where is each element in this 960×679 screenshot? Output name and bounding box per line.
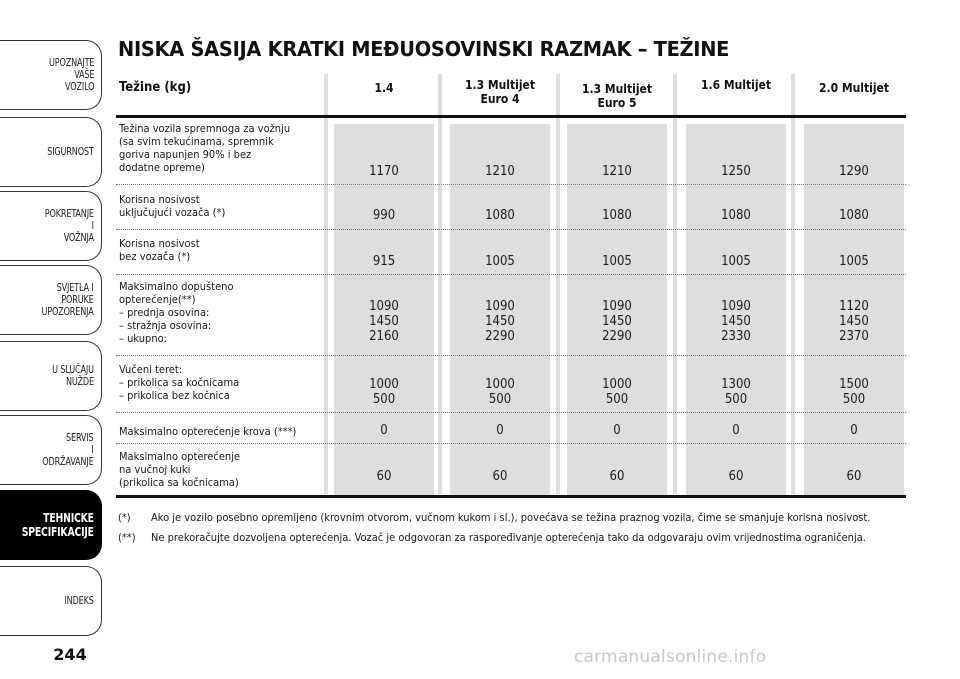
cell-value: 60 bbox=[609, 469, 625, 484]
footnote bbox=[118, 510, 910, 525]
cell-value: 0 bbox=[496, 423, 504, 438]
footnote-marker: (*) bbox=[118, 511, 131, 524]
row-label-towbar-load: Maksimalno opterećenje na vučnoj kuki (prikolica sa kočnicama) bbox=[119, 450, 241, 489]
column-header-5: 2.0 Multijet bbox=[818, 81, 890, 95]
cell-value: 0 bbox=[732, 423, 740, 438]
footnote-text: Ne prekoračujte dozvoljena opterećenja. Vozač je odgovoran za raspoređivanje opterećenja tako da odgovaraju ovim vrijednostima ograničenja. bbox=[151, 531, 866, 544]
cell-value: 1210 bbox=[485, 164, 515, 179]
cell-value: 1170 bbox=[369, 164, 399, 179]
page-number: 244 bbox=[53, 645, 87, 664]
cell-value: 1080 bbox=[485, 208, 515, 223]
tab-upoznajte-vase-vozilo[interactable]: UPOZNAJTE VAŠE VOZILO bbox=[0, 40, 102, 110]
cell-value: 1090 1450 2290 bbox=[485, 299, 515, 344]
tab-indeks[interactable]: INDEKS bbox=[0, 566, 102, 636]
column-separator bbox=[556, 74, 560, 494]
cell-value: 1500 500 bbox=[839, 377, 869, 407]
chapter-sidebar bbox=[0, 0, 104, 679]
footnote bbox=[118, 530, 910, 545]
cell-value: 0 bbox=[380, 423, 388, 438]
table-bottom-rule bbox=[116, 495, 906, 498]
cell-value: 1120 1450 2370 bbox=[839, 299, 869, 344]
row-divider bbox=[116, 355, 906, 356]
column-header-4: 1.6 Multijet bbox=[700, 78, 772, 92]
cell-value: 1090 1450 2160 bbox=[369, 299, 399, 344]
cell-value: 1210 bbox=[602, 164, 632, 179]
cell-value: 915 bbox=[372, 254, 396, 269]
row-label-payload-with-driver: Korisna nosivost uključujući vozača (*) bbox=[119, 193, 226, 219]
tab-u-slucaju-nuzde[interactable]: U SLUČAJU NUŽDE bbox=[0, 341, 102, 411]
tab-servis-i-odrzavanje[interactable]: SERVIS I ODRŽAVANJE bbox=[0, 415, 102, 485]
row-divider bbox=[116, 443, 906, 444]
row-label-roof-load: Maksimalno opterećenje krova (***) bbox=[119, 425, 297, 438]
column-header-2: 1.3 Multijet Euro 4 bbox=[464, 78, 536, 106]
cell-value: 1000 500 bbox=[485, 377, 515, 407]
watermark: carmanualsonline.info bbox=[574, 647, 767, 667]
page-title: NISKA ŠASIJA KRATKI MEĐUOSOVINSKI RAZMAK – TEŽINE bbox=[118, 37, 730, 61]
cell-value: 1080 bbox=[839, 208, 869, 223]
cell-value: 1080 bbox=[602, 208, 632, 223]
column-separator bbox=[791, 74, 795, 494]
cell-value: 1005 bbox=[721, 254, 751, 269]
tab-tehnicke-specifikacije[interactable]: TEHNICKE SPECIFIKACIJE bbox=[0, 490, 102, 560]
cell-value: 0 bbox=[850, 423, 858, 438]
cell-value: 1090 1450 2330 bbox=[721, 299, 751, 344]
column-header-1: 1.4 bbox=[374, 81, 394, 95]
row-label-payload-without-driver: Korisna nosivost bez vozača (*) bbox=[119, 237, 200, 263]
row-label-towed-load: Vučeni teret: – prikolica sa kočnicama – prikolica bez kočnica bbox=[119, 363, 240, 402]
footnotes bbox=[118, 510, 910, 550]
cell-value: 1300 500 bbox=[721, 377, 751, 407]
cell-value: 60 bbox=[728, 469, 744, 484]
row-divider bbox=[116, 184, 906, 185]
row-divider bbox=[116, 274, 906, 275]
cell-value: 1250 bbox=[721, 164, 751, 179]
header-label: Težine (kg) bbox=[119, 80, 192, 95]
cell-value: 1290 bbox=[839, 164, 869, 179]
column-header-3: 1.3 Multijet Euro 5 bbox=[581, 82, 653, 110]
cell-value: 1000 500 bbox=[369, 377, 399, 407]
row-divider bbox=[116, 412, 906, 413]
cell-value: 60 bbox=[846, 469, 862, 484]
cell-value: 990 bbox=[372, 208, 396, 223]
cell-value: 60 bbox=[492, 469, 508, 484]
cell-value: 1080 bbox=[721, 208, 751, 223]
row-label-vehicle-weight: Težina vozila spremnoga za vožnju (sa svim tekućinama, spremnik goriva napunjen 90% i bez dodatne opreme) bbox=[119, 122, 291, 174]
row-divider bbox=[116, 229, 906, 230]
column-separator bbox=[438, 74, 442, 494]
column-separator bbox=[673, 74, 677, 494]
tab-pokretanje-i-voznja[interactable]: POKRETANJE I VOŽNJA bbox=[0, 191, 102, 261]
row-label-max-load: Maksimalno dopušteno opterećenje(**) – prednja osovina: – stražnja osovina: – ukupno: bbox=[119, 280, 234, 345]
header-rule bbox=[116, 115, 906, 118]
weights-table bbox=[116, 72, 906, 500]
cell-value: 0 bbox=[613, 423, 621, 438]
cell-value: 1005 bbox=[602, 254, 632, 269]
tab-sigurnost[interactable]: SIGURNOST bbox=[0, 117, 102, 187]
cell-value: 1000 500 bbox=[602, 377, 632, 407]
cell-value: 60 bbox=[376, 469, 392, 484]
cell-value: 1005 bbox=[839, 254, 869, 269]
footnote-marker: (**) bbox=[118, 531, 136, 544]
cell-value: 1005 bbox=[485, 254, 515, 269]
cell-value: 1090 1450 2290 bbox=[602, 299, 632, 344]
tab-svjetla-i-poruke[interactable]: SVJETLA I PORUKE UPOZORENJA bbox=[0, 265, 102, 335]
footnote-text: Ako je vozilo posebno opremljeno (krovnim otvorom, vučnom kukom i sl.), povećava se težina praznog vozila, čime se smanjuje korisna nosivost. bbox=[151, 511, 871, 524]
